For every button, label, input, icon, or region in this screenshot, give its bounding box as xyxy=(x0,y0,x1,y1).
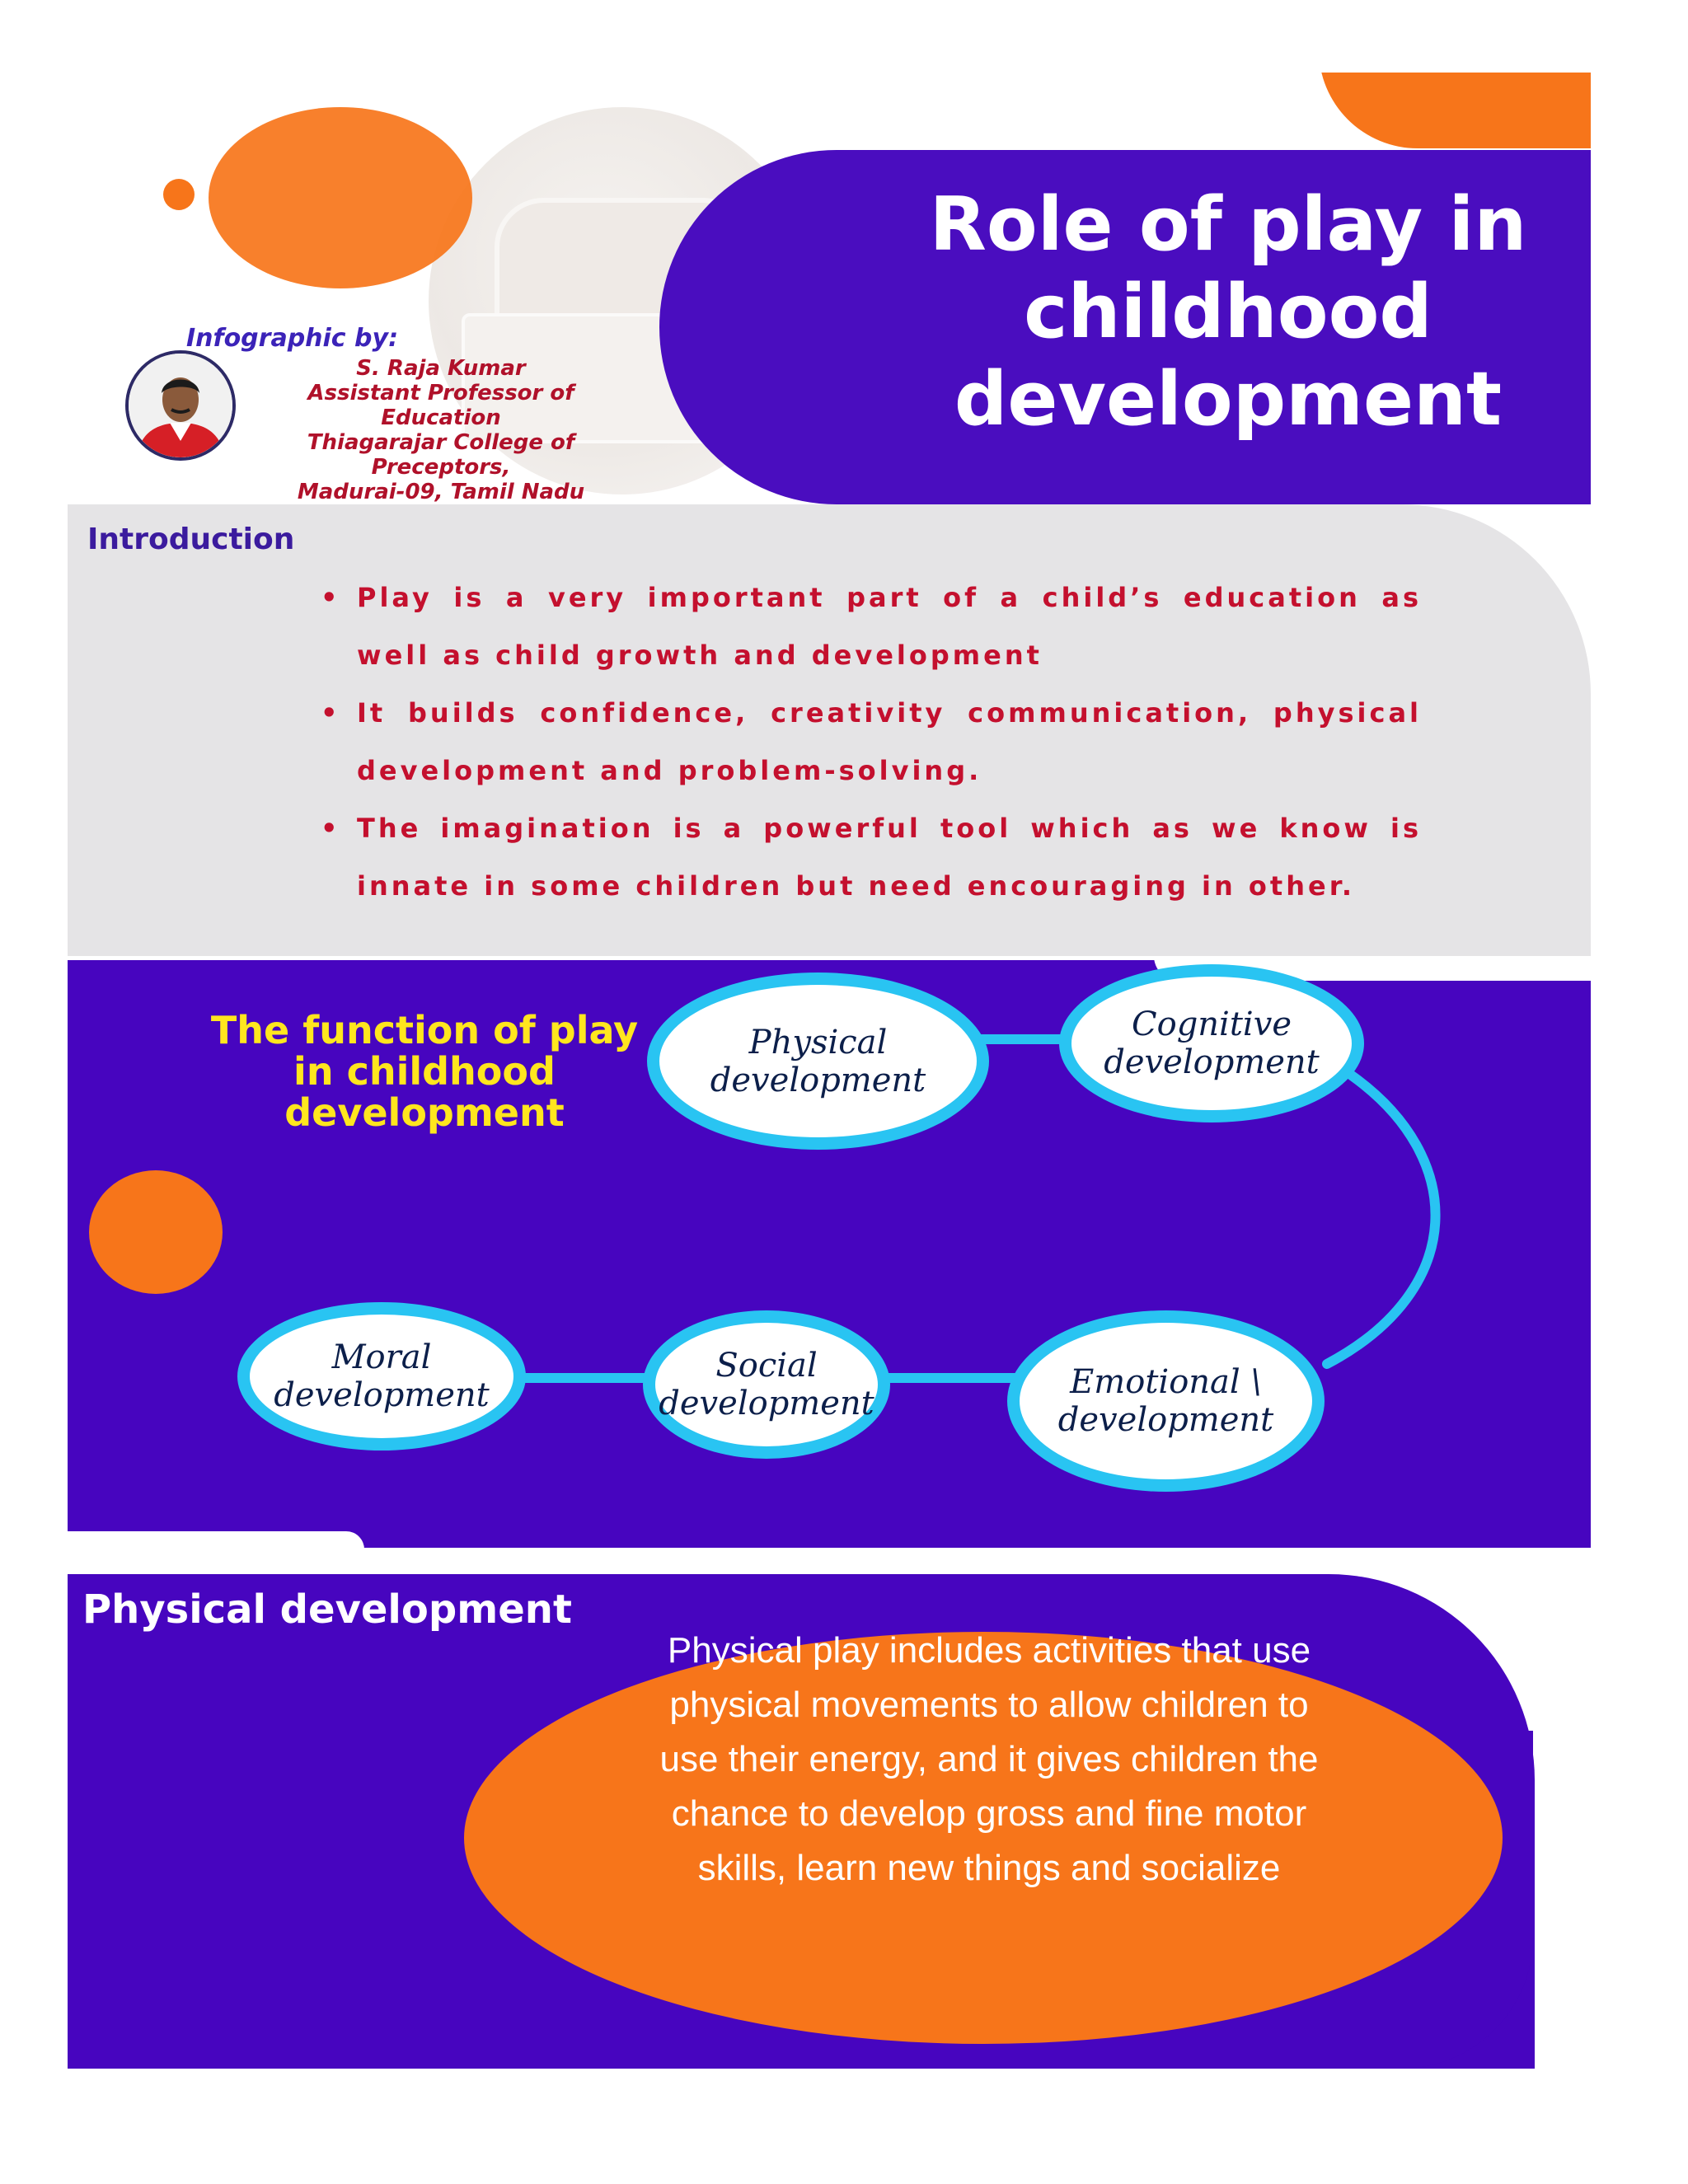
author-credits xyxy=(247,356,635,504)
author-institution: Thiagarajar College of Preceptors, xyxy=(307,430,575,480)
avatar xyxy=(125,350,236,461)
author-label: Infographic by: xyxy=(186,324,399,353)
node-cognitive-development: Cognitive development xyxy=(1059,964,1364,1122)
physical-description: Physical play includes activities that use physical movements to allow children to use their energy, and it gives children the chance to develop gross and fine motor skills, learn new things and socialize xyxy=(659,1630,1319,1888)
page-title: Role of play in childhood development xyxy=(929,181,1527,443)
connector-line xyxy=(981,1034,1071,1044)
list-item: • It builds confidence, creativity communication, physical development and problem-solving. xyxy=(317,684,1422,799)
node-physical-development: Physical development xyxy=(647,972,989,1150)
orange-dot-decoration xyxy=(89,1170,223,1294)
node-social-development: Social development xyxy=(643,1310,890,1459)
author-title: Assistant Professor of Education xyxy=(307,381,574,430)
orange-dot-decoration xyxy=(163,179,195,210)
introduction-heading: Introduction xyxy=(87,523,295,556)
author-location: Madurai-09, Tamil Nadu xyxy=(297,480,585,504)
connector-line xyxy=(886,1373,1026,1383)
list-item: • Play is a very important part of a child’s education as well as child growth and development xyxy=(317,569,1422,684)
connector-arc xyxy=(1302,1059,1451,1380)
introduction-list xyxy=(317,569,1422,915)
physical-heading: Physical development xyxy=(82,1586,572,1633)
functions-heading: The function of play in childhood development xyxy=(210,1008,639,1135)
orange-circle-decoration xyxy=(209,107,472,288)
person-icon xyxy=(129,354,232,457)
node-moral-development: Moral development xyxy=(237,1302,526,1451)
node-emotional-development: Emotional \ development xyxy=(1007,1310,1325,1492)
panel-notch xyxy=(68,1531,364,1549)
connector-line xyxy=(519,1373,651,1383)
list-item: • The imagination is a powerful tool which as we know is innate in some children but need encouraging in other. xyxy=(317,799,1422,915)
corner-mask xyxy=(1319,0,1591,73)
author-name: S. Raja Kumar xyxy=(356,356,526,381)
